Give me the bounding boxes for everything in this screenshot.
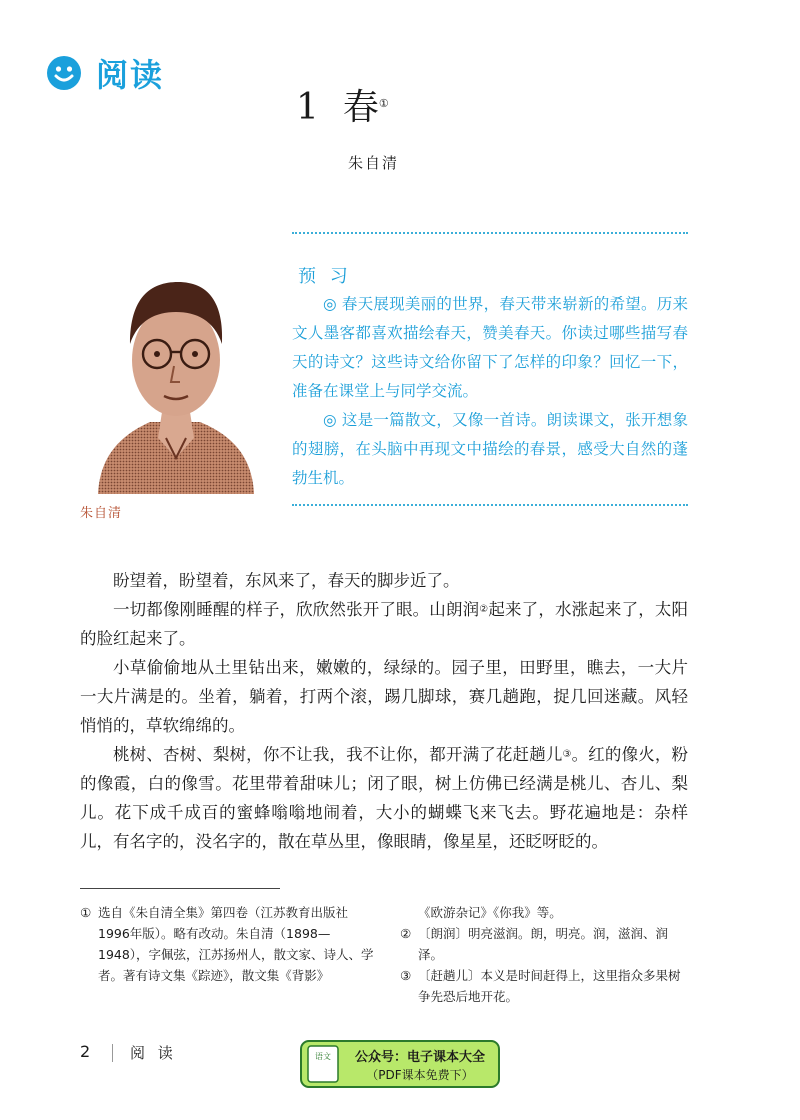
lesson-footnote-mark: ① (378, 97, 389, 110)
body-paragraph: 盼望着，盼望着，东风来了，春天的脚步近了。 (113, 571, 460, 590)
footnote-text: 〔朗润〕明亮滋润。朗，明亮。润，滋润、润泽。 (418, 926, 669, 962)
lesson-number: 1 (296, 87, 319, 128)
lesson-title-text: 春 (342, 87, 379, 128)
watermark-line-2: （PDF课本免费下） (366, 1068, 474, 1082)
footnote-item (400, 965, 690, 1007)
section-tag (46, 50, 164, 96)
footnote-text: 〔赶趟儿〕本义是时间赶得上，这里指众多果树争先恐后地开花。 (418, 968, 681, 1004)
footer-section-label: 阅 读 (130, 1044, 177, 1062)
body-paragraph: 小草偷偷地从土里钻出来，嫩嫩的，绿绿的。园子里，田野里，瞧去，一大片一大片满是的。坐着，躺着，打两个滚，踢几脚球，赛几趟跑，捉几回迷藏。风轻悄悄的，草软绵绵的。 (80, 658, 688, 735)
lesson-title (296, 86, 389, 130)
footer-divider (112, 1044, 113, 1062)
footnote-continued: 《欧游杂记》《你我》等。 (418, 905, 562, 920)
watermark-line-1: 公众号：电子课本大全 (354, 1050, 486, 1065)
footnote-item (400, 923, 690, 965)
smiley-face-icon (46, 55, 82, 91)
body-paragraph: 一切都像刚睡醒的样子，欣欣然张开了眼。山朗润②起来了，水涨起来了，太阳的脸红起来了。 (80, 600, 689, 648)
footnote-text: 选自《朱自清全集》第四卷（江苏教育出版社1996年版）。略有改动。朱自清（1898—1948），字佩弦，江苏扬州人，散文家、诗人、学者。著有诗文集《踪迹》，散文集《背影》 (98, 905, 374, 983)
footnote-mark: ② (479, 604, 489, 615)
author-portrait (80, 262, 270, 494)
section-label: 阅读 (96, 56, 165, 94)
footnote-mark: ② (400, 926, 412, 941)
body-paragraph: 桃树、杏树、梨树，你不让我，我不让你，都开满了花赶趟儿③。红的像火，粉的像霞，白的像雪。花里带着甜味儿；闭了眼，树上仿佛已经满是桃儿、杏儿、梨儿。花下成千成百的蜜蜂嗡嗡地闹着，大小的蝴蝶飞来飞去。野花遍地是：杂样儿，有名字的，没名字的，散在草丛里，像眼睛，像星星，还眨呀眨的。 (80, 745, 689, 851)
preview-text (292, 290, 688, 493)
watermark-badge (300, 1040, 500, 1088)
footnote-mark: ① (80, 905, 92, 920)
preview-paragraph: ◎ 这是一篇散文，又像一首诗。朗读课文，张开想象的翅膀，在头脑中再现文中描绘的春景，感受大自然的蓬勃生机。 (292, 411, 688, 487)
footnote-rule (80, 888, 280, 889)
page-number: 2 (80, 1042, 91, 1061)
portrait-caption: 朱自清 (80, 506, 123, 521)
footnote-mark: ③ (400, 968, 412, 983)
preview-heading: 预 习 (298, 266, 352, 287)
footnote-mark: ③ (562, 749, 572, 760)
author-name: 朱自清 (348, 154, 400, 172)
watermark-badge-label: 语文 (315, 1052, 331, 1061)
body-text (80, 566, 688, 856)
footnote-item (80, 902, 376, 986)
preview-paragraph: ◎ 春天展现美丽的世界，春天带来崭新的希望。历来文人墨客都喜欢描绘春天，赞美春天。你读过哪些描写春天的诗文？这些诗文给你留下了怎样的印象？回忆一下，准备在课堂上与同学交流。 (292, 295, 688, 400)
footnotes-right (400, 902, 690, 1007)
footnotes-left (80, 902, 376, 986)
preview-box (292, 232, 688, 506)
